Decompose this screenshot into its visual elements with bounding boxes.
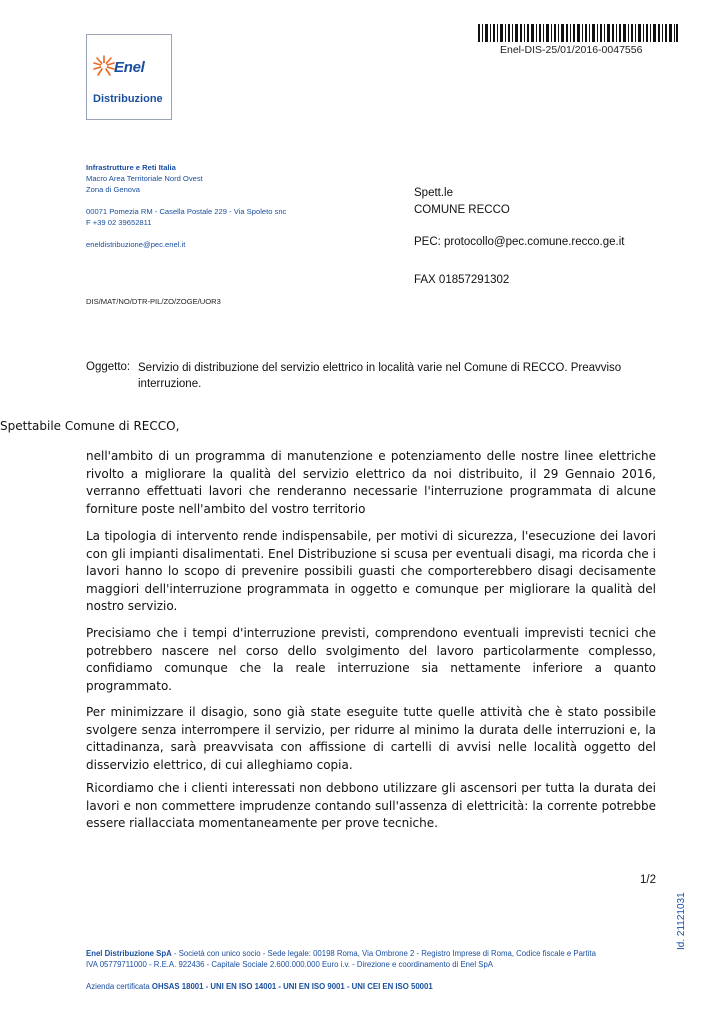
reference-code: DIS/MAT/NO/DTR-PIL/ZO/ZOGE/UOR3: [86, 297, 221, 306]
sender-macro-area: Macro Area Territoriale Nord Ovest: [86, 174, 203, 183]
letter-greeting: Spettabile Comune di RECCO,: [0, 419, 180, 433]
page-number: 1/2: [640, 874, 656, 886]
sender-company: Infrastrutture e Reti Italia: [86, 163, 176, 172]
sender-address: 00071 Pomezia RM - Casella Postale 229 - Via Spoleto snc: [86, 207, 287, 216]
recipient-fax: FAX 01857291302: [414, 274, 510, 286]
protocol-number: Enel-DIS-25/01/2016-0047556: [500, 44, 643, 56]
body-paragraph: Ricordiamo che i clienti interessati non debbono utilizzare gli ascensori per tutta la durata dei lavori e non commettere imprudenze contando sull'assenza di elettricità: la corrente potrebbe essere riallacciata momentaneamente per prove tecniche.: [86, 781, 656, 831]
recipient-pec: PEC: protocollo@pec.comune.recco.ge.it: [414, 236, 625, 248]
footer-company-name: Enel Distribuzione SpA: [86, 949, 172, 958]
recipient-salutation: Spett.le: [414, 187, 453, 199]
footer-cert-list: OHSAS 18001 - UNI EN ISO 14001 - UNI EN ISO 9001 - UNI CEI EN ISO 50001: [151, 982, 433, 991]
body-paragraph: nell'ambito di un programma di manutenzione e potenziamento delle nostre linee elettriche rivolto a migliorare la qualità del servizio elettrico da noi distribuito, il 29 Gennaio 2016, verranno effettuati lavori che renderanno necessarie l'interruzione programmata di alcune forniture poste nell'ambito del vostro territorio: [86, 449, 656, 516]
barcode-icon: [478, 24, 678, 42]
subject-text: Servizio di distribuzione del servizio elettrico in località varie nel Comune di RECCO. Preavviso interruzione.: [138, 362, 622, 390]
footer-cert-label: Azienda certificata: [86, 982, 152, 991]
footer-legal-text: - Società con unico socio - Sede legale: 00198 Roma, Via Ombrone 2 - Registro Imprese di Roma, Codice fiscale e Partita: [171, 949, 596, 958]
company-logo: [86, 34, 172, 120]
logo-division-text: Distribuzione: [93, 93, 163, 105]
logo-brand-text: Enel: [114, 59, 145, 76]
footer-certifications: [86, 982, 433, 991]
body-paragraph: Per minimizzare il disagio, sono già state eseguite tutte quelle attività che è stato possibile svolgere senza interrompere il servizio, per ridurre al minimo la durata delle interruzioni e, la cittadinanza, sarà preavvisata con affissione di cartelli di avvisi nelle località oggetto del disservizio elettrico, di cui alleghiamo copia.: [86, 705, 656, 772]
body-paragraph: Precisiamo che i tempi d'interruzione previsti, comprendono eventuali imprevisti tecnici che potrebbero nascere nel corso dello svolgimento del lavoro particolarmente complesso, confidiamo comunque che la reale interruzione sia nettamente inferiore a quanto programmato.: [86, 626, 656, 693]
sender-phone: F +39 02 39652811: [86, 218, 152, 227]
footer-legal-line-1: [86, 949, 596, 958]
body-paragraph: La tipologia di intervento rende indispensabile, per motivi di sicurezza, l'esecuzione dei lavori con gli impianti disalimentati. Enel Distribuzione si scusa per eventuali disagi, ma ricorda che i lavori hanno lo scopo di prevenire possibili guasti che comporterebbero disagi decisamente maggiori dell'interruzione programmata in oggetto e comunque per migliorare la qualità del nostro servizio.: [86, 529, 656, 614]
subject-label: Oggetto:: [86, 361, 131, 373]
sender-zone: Zona di Genova: [86, 185, 141, 194]
document-id: Id. 21121031: [676, 892, 687, 950]
sender-pec-email: eneldistribuzione@pec.enel.it: [86, 240, 186, 249]
sun-logo-icon: [93, 55, 115, 77]
footer-legal-line-2: IVA 05779711000 - R.E.A. 922436 - Capitale Sociale 2.600.000.000 Euro i.v. - Direzione e coordinamento di Enel SpA: [86, 960, 493, 969]
recipient-name: COMUNE RECCO: [414, 204, 510, 216]
